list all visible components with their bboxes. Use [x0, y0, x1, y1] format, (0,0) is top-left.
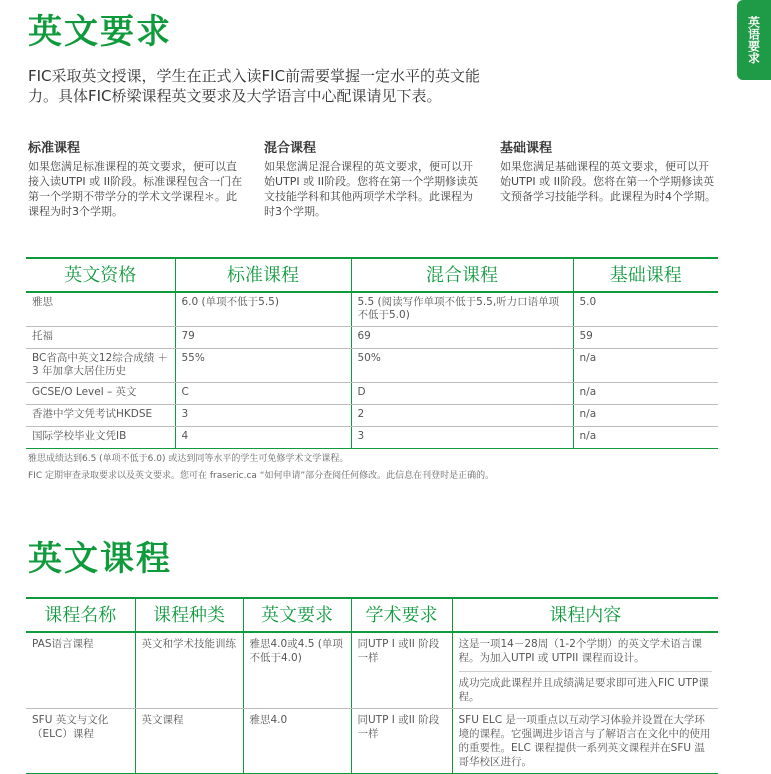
table-row — [26, 326, 718, 348]
table-notes — [28, 451, 494, 485]
column-mixed — [264, 141, 482, 219]
cell: D — [351, 382, 573, 404]
cell: 雅思4.0或4.5 (单项不低于4.0) — [243, 632, 351, 709]
cell: 79 — [175, 326, 351, 348]
cell: 国际学校毕业文凭IB — [26, 426, 175, 448]
cell: 同UTP I 或II 阶段一样 — [351, 632, 452, 709]
cell: n/a — [573, 382, 718, 404]
cell: SFU 英文与文化（ELC）课程 — [26, 709, 135, 774]
cell: 雅思4.0 — [243, 709, 351, 774]
cell: 3 — [175, 404, 351, 426]
column-heading: 基础课程 — [500, 141, 553, 156]
english-requirements-table — [26, 257, 718, 449]
column-foundation — [500, 141, 718, 204]
header-qualification: 英文资格 — [26, 257, 175, 292]
column-heading: 混合课程 — [264, 141, 317, 156]
header-course-name: 课程名称 — [26, 597, 135, 632]
cell: n/a — [573, 404, 718, 426]
cell: 香港中学文凭考试HKDSE — [26, 404, 175, 426]
cell: 3 — [351, 426, 573, 448]
course-content-subtext: 成功完成此课程并且成绩满足要求即可进入FIC UTP课程。 — [459, 671, 713, 704]
cell: 5.5 (阅读写作单项不低于5.5,听力口语单项不低于5.0) — [351, 292, 573, 326]
cell: n/a — [573, 348, 718, 382]
cell: n/a — [573, 426, 718, 448]
table-row — [26, 348, 718, 382]
cell: 雅思 — [26, 292, 175, 326]
header-course-type: 课程种类 — [135, 597, 243, 632]
note-line: FIC 定期审查录取要求以及英文要求。您可在 fraseric.ca “如何申请”部分查阅任何修改。此信息在刊登时是正确的。 — [28, 471, 495, 481]
cell: PAS语言课程 — [26, 632, 135, 709]
cell: 55% — [175, 348, 351, 382]
cell: SFU ELC 是一项重点以互动学习体验并设置在大学环境的课程。它强调进步语言与了解语言在文化中的使用的重要性。ELC 课程提供一系列英文课程并在SFU 温哥华校区进行。 — [452, 709, 718, 774]
cell: 同UTP I 或II 阶段一样 — [351, 709, 452, 774]
table-row — [26, 382, 718, 404]
cell: GCSE/O Level – 英文 — [26, 382, 175, 404]
side-tab: 英语要求 — [737, 0, 771, 80]
column-standard — [28, 141, 246, 219]
cell — [452, 632, 718, 709]
header-course-content: 课程内容 — [452, 597, 718, 632]
column-text: 如果您满足标准课程的英文要求，便可以直接入读UTPI 或 II阶段。标准课程包含一门在第一个学期不带学分的学术文学课程＊。此课程为时3个学期。 — [28, 160, 243, 218]
cell: 英文课程 — [135, 709, 243, 774]
column-text: 如果您满足基础课程的英文要求，便可以开始UTPI 或 II阶段。您将在第一个学期修读英文预备学习技能学科。此课程为时4个学期。 — [500, 160, 716, 203]
header-english-req: 英文要求 — [243, 597, 351, 632]
header-foundation: 基础课程 — [573, 257, 718, 292]
cell: 50% — [351, 348, 573, 382]
cell: 59 — [573, 326, 718, 348]
header-standard: 标准课程 — [175, 257, 351, 292]
cell: C — [175, 382, 351, 404]
cell: 4 — [175, 426, 351, 448]
cell: BC省高中英文12综合成绩 ＋ 3 年加拿大居住历史 — [26, 348, 175, 382]
course-content-text: 这是一项14－28周（1-2个学期）的英文学术语言课程。为加入UTPI 或 UTPII 课程而设计。 — [458, 638, 702, 664]
table-row — [26, 292, 718, 326]
cell: 托福 — [26, 326, 175, 348]
note-line: 雅思成绩达到6.5 (单项不低于6.0) 或达到同等水平的学生可免修学术文学课程。 — [28, 454, 349, 464]
column-text: 如果您满足混合课程的英文要求，便可以开始UTPI 或 II阶段。您将在第一个学期修读英文技能学科和其他两项学术学科。此课程为时3个学期。 — [264, 160, 479, 218]
cell: 6.0 (单项不低于5.5) — [175, 292, 351, 326]
english-courses-table — [26, 597, 718, 774]
header-mixed: 混合课程 — [351, 257, 573, 292]
table-row — [26, 709, 718, 774]
cell: 英文和学术技能训练 — [135, 632, 243, 709]
intro-text: FIC采取英文授课，学生在正式入读FIC前需要掌握一定水平的英文能力。具体FIC桥梁课程英文要求及大学语言中心配课请见下表。 — [28, 67, 481, 105]
section-title-english-requirements: 英文要求 — [28, 12, 172, 52]
column-heading: 标准课程 — [28, 141, 81, 156]
section-title-english-courses: 英文课程 — [28, 539, 172, 579]
cell: 69 — [351, 326, 573, 348]
table-row — [26, 404, 718, 426]
header-academic-req: 学术要求 — [351, 597, 452, 632]
cell: 2 — [351, 404, 573, 426]
table-row — [26, 426, 718, 448]
table-row — [26, 632, 718, 709]
cell: 5.0 — [573, 292, 718, 326]
